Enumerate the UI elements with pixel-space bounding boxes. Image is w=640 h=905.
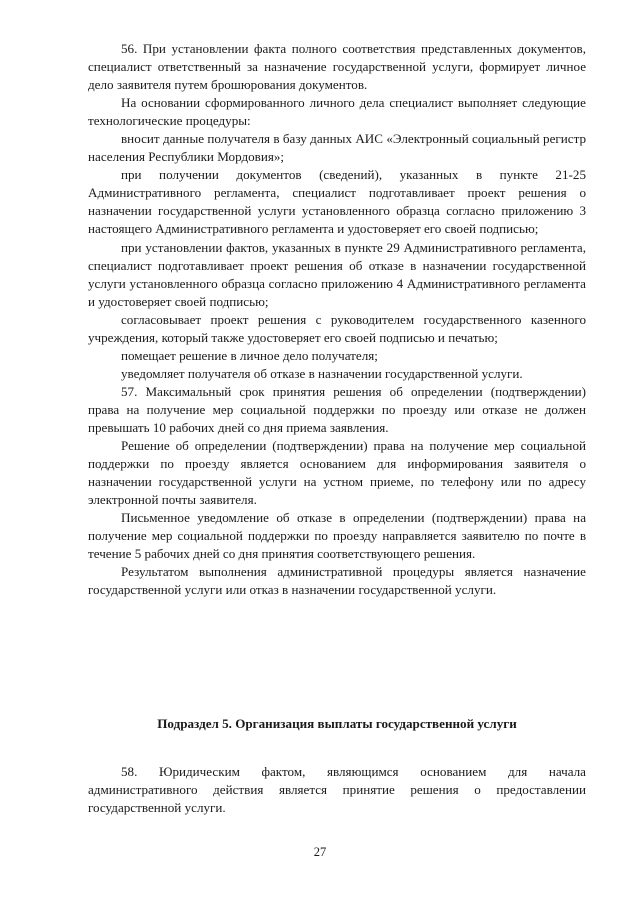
paragraph-prepare-refusal: при установлении фактов, указанных в пункте 29 Административного регламента, специалист подготавливает проект решения об отказе в назначении государственной услуги установленного образца согласно приложению 4 Административного регламента и удостоверяет своей подписью; [88,239,586,309]
paragraph-coordinate-decision: согласовывает проект решения с руководителем государственного казенного учреждения, который также удостоверяет его своей подписью и печатью; [88,311,586,345]
paragraph-prepare-approval: при получении документов (сведений), указанных в пункте 21-25 Административного регламента, специалист подготавливает проект решения о назначении государственной услуги установленного образца согласно приложению 3 настоящего Административного регламента и удостоверяет его своей подписью; [88,167,586,237]
paragraph-result: Результатом выполнения административной процедуры является назначение государственной услуги или отказ в назначении государственной услуги. [88,564,586,598]
paragraph-58: 58. Юридическим фактом, являющимся основанием для начала административного действия является принятие решения о предоставлении государственной услуги. [88,764,586,816]
paragraph-notify-refusal: уведомляет получателя об отказе в назначении государственной услуги. [121,365,523,381]
main-text-block [88,40,586,599]
subsection-heading: Подраздел 5. Организация выплаты государственной услуги [157,716,517,731]
paragraph-57: 57. Максимальный срок принятия решения об определении (подтверждении) права на получение мер социальной поддержки по проезду или отказе не должен превышать 10 рабочих дней со дня приема заявления. [88,383,586,435]
paragraph-procedures-intro: На основании сформированного личного дела специалист выполняет следующие технологические процедуры: [88,95,586,129]
paragraph-decision-basis: Решение об определении (подтверждении) права на получение мер социальной поддержки по проезду является основанием для информирования заявителя о назначении государственной услуги на устном приеме, по телефону или по адресу электронной почты заявителя. [88,438,586,508]
paragraph-file-decision: помещает решение в личное дело получателя; [121,347,378,363]
paragraph-56: 56. При установлении факта полного соответствия представленных документов, специалист ответственный за назначение государственной услуги, формирует личное дело заявителя путем брошюрования документов. [88,41,586,93]
paragraph-enter-data: вносит данные получателя в базу данных АИС «Электронный социальный регистр населения Республики Мордовия»; [88,131,586,165]
page-number: 27 [313,845,327,859]
paragraph-written-notice: Письменное уведомление об отказе в определении (подтверждении) права на получение мер социальной поддержки по проезду направляется заявителю по почте в течение 5 рабочих дней со дня принятия соответствующего решения. [88,510,586,562]
subsection-text-block [88,763,586,817]
